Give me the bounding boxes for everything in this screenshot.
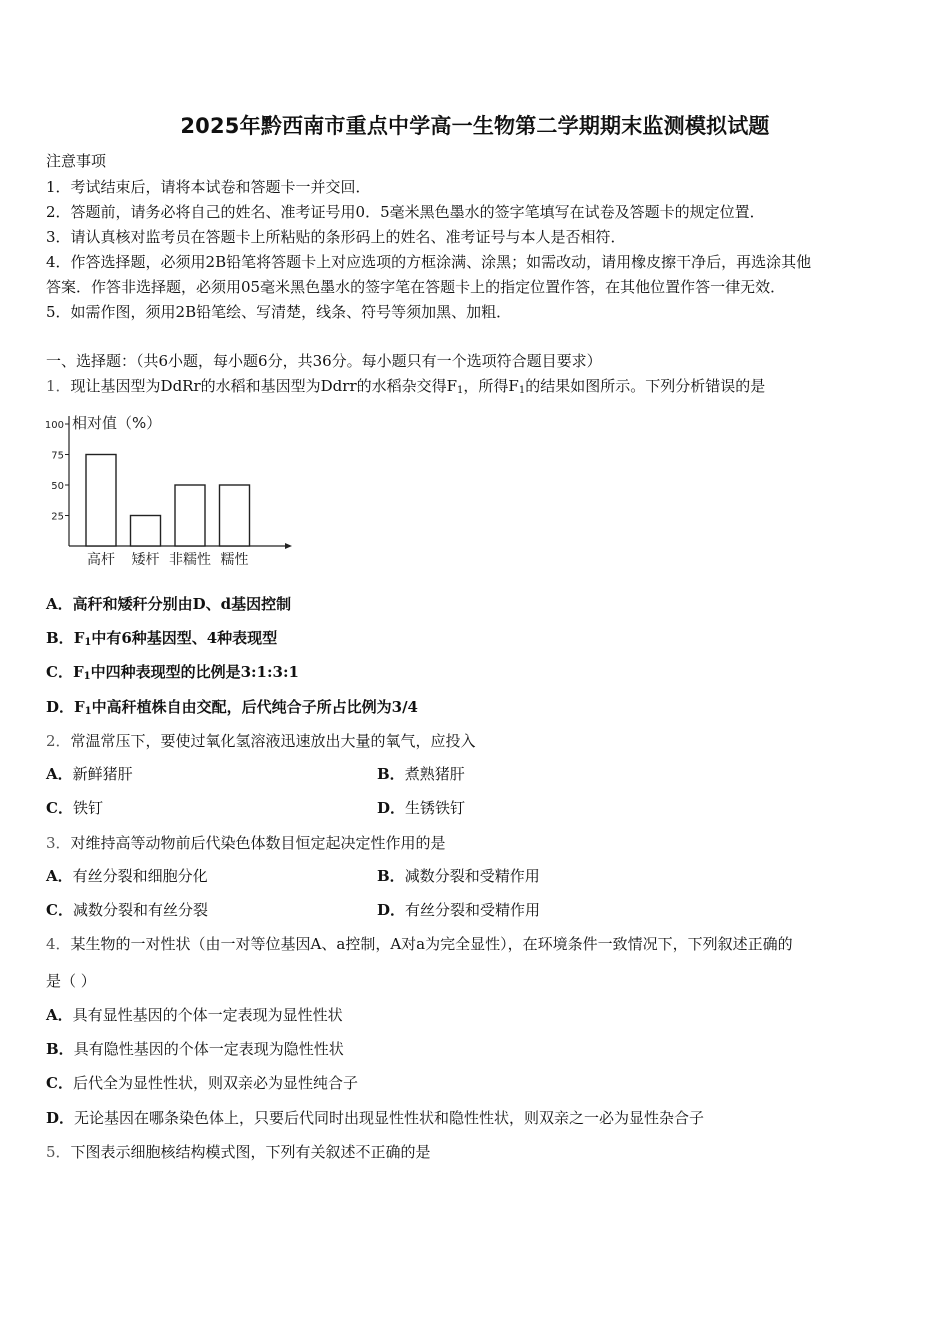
bar-chart bbox=[40, 408, 300, 573]
option-label: B． bbox=[377, 765, 405, 783]
option-label: A． bbox=[46, 867, 73, 885]
option-label: D． bbox=[377, 901, 406, 919]
y-tick-label: 50 bbox=[51, 481, 64, 492]
option-d[interactable] bbox=[46, 1108, 704, 1128]
option-text: 高秆和矮秆分别由D、d基因控制 bbox=[72, 595, 292, 613]
option-b[interactable] bbox=[377, 764, 465, 784]
notice-item: 1．考试结束后，请将本试卷和答题卡一并交回． bbox=[46, 178, 371, 196]
option-a[interactable] bbox=[46, 764, 133, 784]
option-text: 中有6种基因型、4种表现型 bbox=[91, 629, 278, 647]
y-tick-label: 75 bbox=[51, 450, 64, 462]
y-tick-label: 25 bbox=[51, 511, 64, 523]
option-text: 具有隐性基因的个体一定表现为隐性性状 bbox=[73, 1040, 344, 1058]
notice-item: 5．如需作图，须用2B铅笔绘、写清楚，线条、符号等须加黑、加粗． bbox=[46, 303, 512, 321]
option-b[interactable] bbox=[46, 628, 277, 648]
option-c[interactable] bbox=[46, 900, 208, 920]
option-c[interactable] bbox=[46, 662, 299, 682]
option-d[interactable] bbox=[46, 697, 418, 717]
option-text: 后代全为显性性状，则双亲必为显性纯合子 bbox=[72, 1074, 358, 1092]
option-text: 中高秆植株自由交配，后代纯合子所占比例为3/4 bbox=[91, 698, 418, 716]
subscript: 1 bbox=[84, 637, 92, 648]
option-text: 新鲜猪肝 bbox=[72, 765, 133, 783]
bar bbox=[86, 455, 116, 547]
notice-item: 2．答题前，请务必将自己的姓名、准考证号用0．5毫米黑色墨水的签字笔填写在试卷及答题卡的规定位置． bbox=[46, 203, 765, 221]
question-2 bbox=[46, 731, 476, 751]
option-a[interactable] bbox=[46, 866, 208, 886]
option-label: D． bbox=[46, 698, 75, 716]
notice-item: 4．作答选择题，必须用2B铅笔将答题卡上对应选项的方框涂满、涂黑；如需改动，请用橡皮擦干净后，再选涂其他 bbox=[46, 253, 812, 271]
option-c[interactable] bbox=[46, 798, 103, 818]
x-axis-arrow bbox=[285, 543, 292, 549]
option-label: C． bbox=[46, 1074, 73, 1092]
option-d[interactable] bbox=[377, 798, 465, 818]
option-text: 具有显性基因的个体一定表现为显性性状 bbox=[72, 1006, 343, 1024]
question-text: 现让基因型为DdRr的水稻和基因型为Ddrr的水稻杂交得F bbox=[70, 377, 458, 395]
option-text: 生锈铁钉 bbox=[405, 799, 466, 817]
subscript: 1 bbox=[457, 385, 464, 396]
question-text: 常温常压下，要使过氧化氢溶液迅速放出大量的氧气，应投入 bbox=[70, 732, 476, 750]
option-label: B． bbox=[46, 629, 74, 647]
question-text: 下图表示细胞核结构模式图，下列有关叙述不正确的是 bbox=[70, 1143, 431, 1161]
bar bbox=[131, 516, 161, 547]
question-number: 5． bbox=[46, 1143, 71, 1161]
option-text: F bbox=[74, 698, 85, 716]
question-text: 的结果如图所示。下列分析错误的是 bbox=[525, 377, 766, 395]
option-text: 有丝分裂和受精作用 bbox=[405, 901, 541, 919]
x-tick-label: 糯性 bbox=[220, 552, 249, 568]
question-3 bbox=[46, 833, 446, 853]
option-label: C． bbox=[46, 901, 73, 919]
question-4-continued: 是（ ） bbox=[46, 972, 96, 990]
option-a[interactable] bbox=[46, 594, 291, 614]
notice-item: 3．请认真核对监考员在答题卡上所粘贴的条形码上的姓名、准考证号与本人是否相符． bbox=[46, 228, 626, 246]
option-text: 减数分裂和受精作用 bbox=[404, 867, 540, 885]
option-label: A． bbox=[46, 1006, 73, 1024]
question-text: 某生物的一对性状（由一对等位基因A、a控制，A对a为完全显性），在环境条件一致情况下，下列叙述正确的 bbox=[70, 935, 793, 953]
option-text: 减数分裂和有丝分裂 bbox=[72, 901, 208, 919]
option-text: F bbox=[72, 663, 84, 681]
bar bbox=[175, 485, 205, 546]
option-label: C． bbox=[46, 799, 73, 817]
option-text: F bbox=[73, 629, 85, 647]
option-label: D． bbox=[377, 799, 406, 817]
notice-item: 答案．作答非选择题，必须用05毫米黑色墨水的签字笔在答题卡上的指定位置作答，在其他位置作答一律无效． bbox=[46, 278, 786, 296]
subscript: 1 bbox=[84, 706, 92, 717]
x-tick-label: 高杆 bbox=[87, 552, 115, 568]
question-number: 2． bbox=[46, 732, 71, 750]
option-label: B． bbox=[46, 1040, 74, 1058]
y-axis-label: 相对值（%） bbox=[72, 414, 162, 432]
question-5 bbox=[46, 1142, 431, 1162]
option-label: B． bbox=[377, 867, 405, 885]
bar bbox=[220, 485, 250, 546]
x-tick-label: 矮杆 bbox=[131, 552, 160, 568]
section-heading: 一、选择题：（共6小题，每小题6分，共36分。每小题只有一个选项符合题目要求） bbox=[46, 352, 602, 370]
option-c[interactable] bbox=[46, 1073, 358, 1093]
option-b[interactable] bbox=[377, 866, 540, 886]
question-number: 4． bbox=[46, 935, 71, 953]
y-tick-label: 100 bbox=[44, 420, 64, 431]
question-1 bbox=[46, 376, 765, 396]
option-text: 铁钉 bbox=[72, 799, 103, 817]
x-tick-label: 非糯性 bbox=[169, 552, 211, 568]
option-label: D． bbox=[46, 1109, 75, 1127]
option-label: A． bbox=[46, 765, 73, 783]
option-a[interactable] bbox=[46, 1005, 343, 1025]
notice-heading: 注意事项 bbox=[46, 152, 107, 170]
option-text: 中四种表现型的比例是3:1:3:1 bbox=[90, 663, 299, 681]
option-d[interactable] bbox=[377, 900, 540, 920]
page-title: 2025年黔西南市重点中学高一生物第二学期期末监测模拟试题 bbox=[180, 114, 770, 138]
question-number: 1． bbox=[46, 377, 71, 395]
option-label: C． bbox=[46, 663, 73, 681]
option-text: 煮熟猪肝 bbox=[404, 765, 465, 783]
question-text: 对维持高等动物前后代染色体数目恒定起决定性作用的是 bbox=[70, 834, 446, 852]
option-text: 无论基因在哪条染色体上，只要后代同时出现显性性状和隐性性状，则双亲之一必为显性杂合子 bbox=[74, 1109, 705, 1127]
subscript: 1 bbox=[83, 671, 91, 682]
option-text: 有丝分裂和细胞分化 bbox=[72, 867, 208, 885]
question-4 bbox=[46, 934, 793, 954]
option-b[interactable] bbox=[46, 1039, 344, 1059]
subscript: 1 bbox=[518, 385, 526, 396]
option-label: A． bbox=[46, 595, 73, 613]
question-text: ，所得F bbox=[463, 377, 519, 395]
question-number: 3． bbox=[46, 834, 71, 852]
